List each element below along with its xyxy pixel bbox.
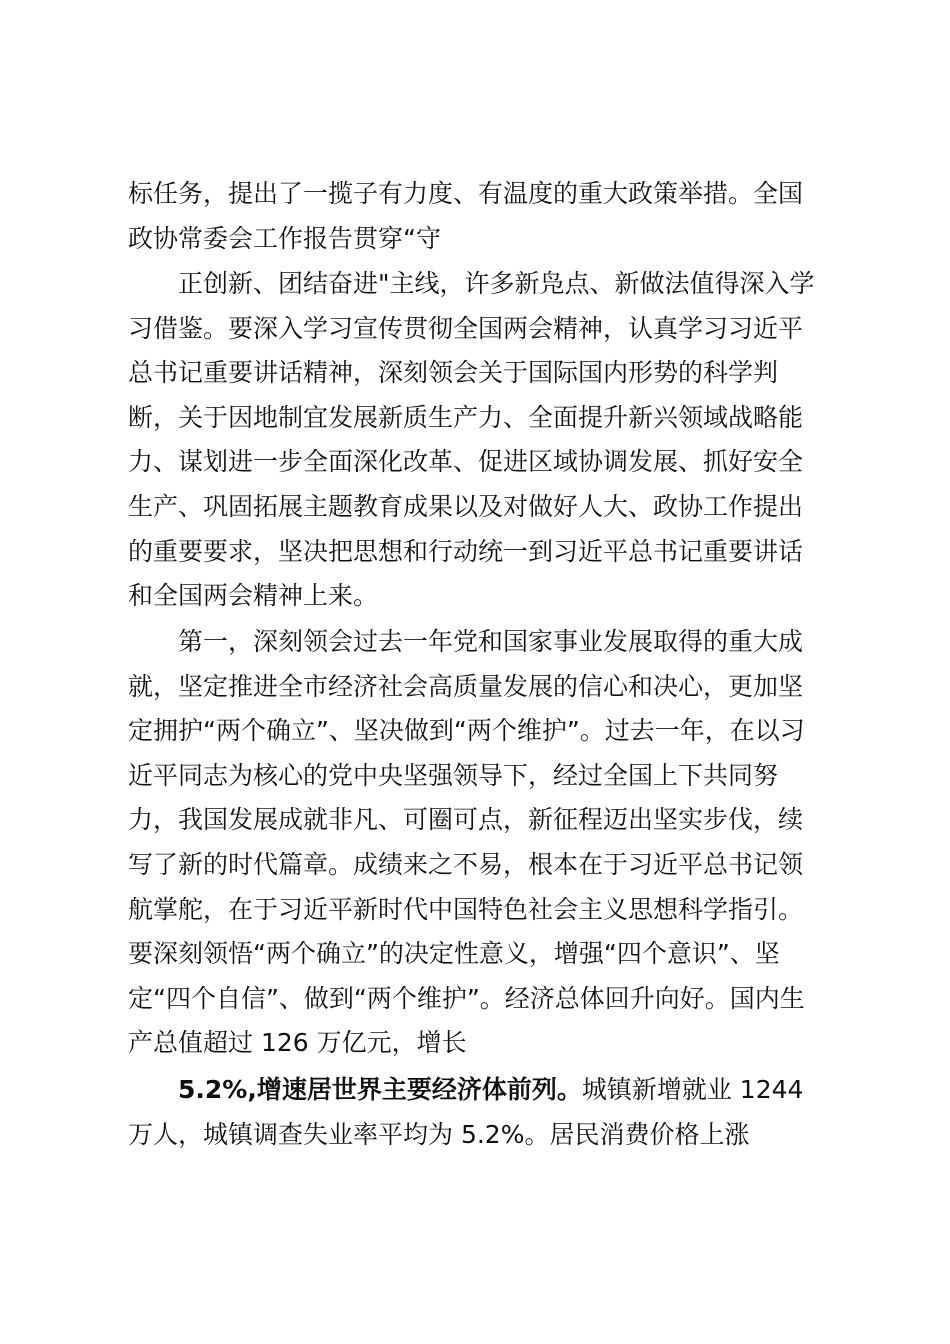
text-line: 就，坚定推进全市经济社会高质量发展的信心和决心，更加坚 (128, 671, 804, 701)
text-line: 定“四个自信”、做到“两个维护”。经济总体回升向好。国内生 (128, 983, 805, 1013)
text-line: 总书记重要讲话精神，深刻领会关于国际国内形势的科学判 (128, 358, 779, 388)
text-line: 定拥护“两个确立”、坚决做到“两个维护”。过去一年，在以习 (128, 716, 805, 746)
text-line (128, 1068, 828, 1113)
text-line: 力，我国发展成就非凡、可圈可点，新征程迈出坚实步伐，续 (128, 805, 804, 835)
bold-lead-text: 5.2%,增速居世界主要经济体前列。 (178, 1075, 582, 1104)
text-line: 的重要要求，坚决把思想和行动统一到习近平总书记重要讲话 (128, 536, 804, 566)
text-line: 正创新、团结奋进"主线，许多新凫点、新做法值得深入学 (178, 269, 815, 298)
text-line: 习借鉴。要深入学习宣传贯彻全国两会精神，认真学习习近平 (128, 313, 804, 343)
text-line: 近平同志为核心的党中央坚强领导下，经过全国上下共同努 (128, 760, 779, 790)
lead-line-rest: 城镇新增就业 1244 (581, 1075, 804, 1104)
text-line: 政协常委会工作报告贯穿“守 (128, 223, 441, 253)
text-line: 产总值超过 126 万亿元，增长 (128, 1028, 467, 1058)
paragraph-4 (128, 1068, 828, 1157)
text-line: 要深刻领悟“两个确立”的决定性意义，增强“四个意识”、坚 (128, 939, 780, 969)
text-line: 第一，深刻领会过去一年党和国家事业发展取得的重大成 (178, 627, 804, 656)
paragraph-2 (128, 262, 828, 619)
text-line: 万人，城镇调查失业率平均为 5.2%。居民消费价格上涨 (128, 1119, 750, 1149)
paragraph-3 (128, 620, 828, 1066)
text-line: 生产、巩固拓展主题教育成果以及对做好人大、政协工作提出 (128, 491, 804, 521)
text-line: 力、谋划进一步全面深化改革、促进区域协调发展、抓好安全 (128, 447, 804, 477)
text-line: 航掌舵，在于习近平新时代中国特色社会主义思想科学指引。 (128, 894, 804, 924)
text-line: 断，关于因地制宜发展新质生产力、全面提升新兴领域战略能 (128, 402, 804, 432)
text-line: 写了新的时代篇章。成绩来之不易，根本在于习近平总书记领 (128, 849, 804, 879)
text-line: 标任务，提出了一揽子有力度、有温度的重大政策举措。全国 (128, 179, 804, 208)
text-line: 和全国两会精神上来。 (128, 581, 379, 611)
paragraph-1 (128, 172, 828, 261)
